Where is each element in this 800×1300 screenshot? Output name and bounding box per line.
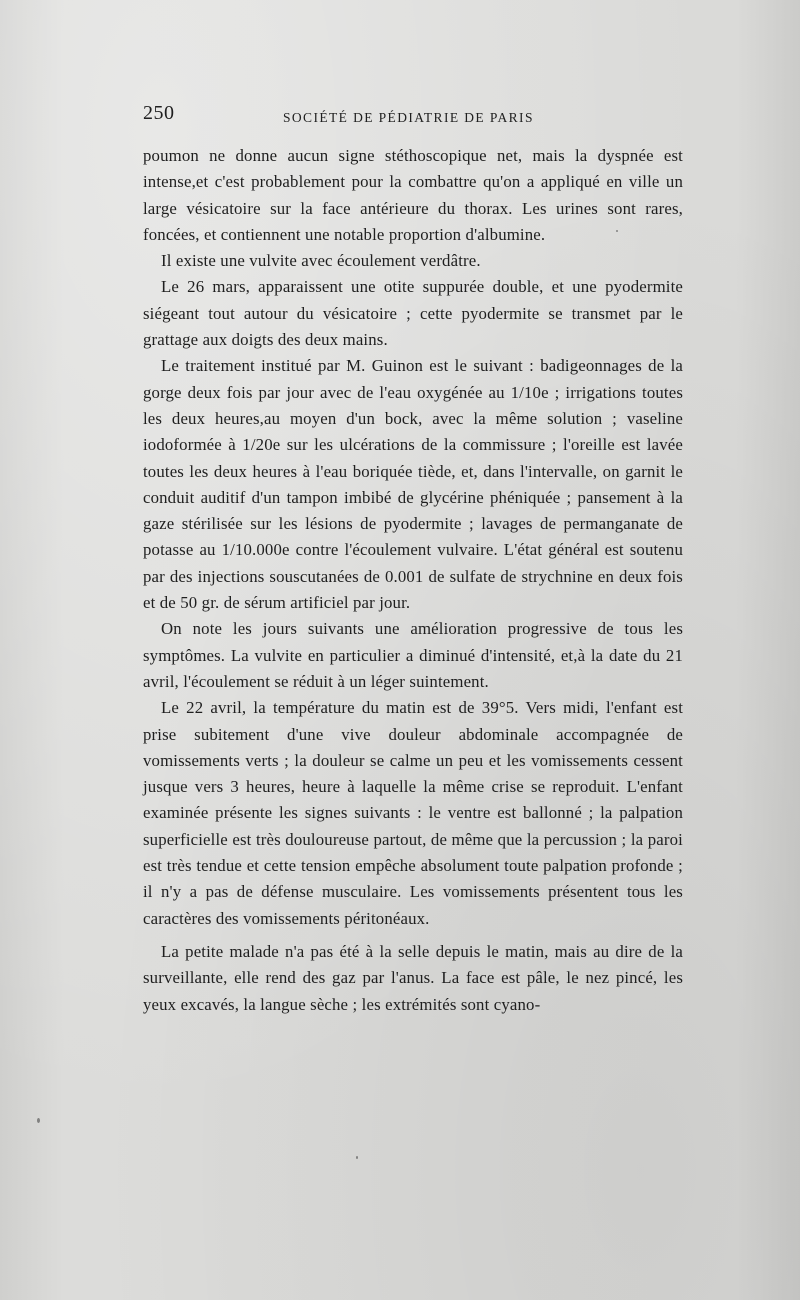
paper-speck xyxy=(616,230,618,232)
paragraph-petite-malade: La petite malade n'a pas été à la selle depuis le matin, mais au dire de la surveillante, elle rend des gaz par l'anus. La face est pâle, le nez pincé, les yeux excavés, la langue sèche ; les extrémités sont cyano- xyxy=(143,941,683,1014)
paragraph-amelioration: On note les jours suivants une amélioration progressive de tous les symptômes. La vulvite en particulier a diminué d'intensité, et,à la date du 21 avril, l'écoulement se réduit à un léger suintement. xyxy=(143,619,683,691)
paper-speck xyxy=(356,1156,358,1159)
paragraph-continuation: poumon ne donne aucun signe stéthoscopique net, mais la dyspnée est intense,et c'est probablement pour la combattre qu'on a appliqué en ville un large vésicatoire sur la face antérieure du thorax. Les urines sont rares, foncées, et contiennent une notable proportion d'albumine. xyxy=(143,146,683,244)
body-text xyxy=(143,143,683,1018)
paragraph-vulvite: Il existe une vulvite avec écoulement verdâtre. xyxy=(161,251,481,271)
paper-speck xyxy=(37,1118,40,1123)
page-number: 250 xyxy=(143,102,175,124)
paragraph-22-avril: Le 22 avril, la température du matin est de 39°5. Vers midi, l'enfant est prise subitement d'une vive douleur abdominale accompagnée de vomissements verts ; la douleur se calme un peu et les vomissements cessent jusque vers 3 heures, heure à laquelle la même crise se reproduit. L'enfant examinée présente les signes suivants : le ventre est ballonné ; la palpation superficielle est très douloureuse partout, de même que la percussion ; la paroi est très tendue et cette tension empêche absolument toute palpation profonde ; il n'y a pas de défense musculaire. Les vomissements présentent tous les caractères des vomissements péritonéaux. xyxy=(143,698,683,928)
running-title: SOCIÉTÉ DE PÉDIATRIE DE PARIS xyxy=(283,110,534,125)
running-head xyxy=(143,100,683,130)
paragraph-26-mars: Le 26 mars, apparaissent une otite suppurée double, et une pyodermite siégeant tout autour du vésicatoire ; cette pyodermite se transmet par le grattage aux doigts des deux mains. xyxy=(143,277,683,350)
paragraph-traitement: Le traitement institué par M. Guinon est le suivant : badigeonnages de la gorge deux fois par jour avec de l'eau oxygénée au 1/10e ; irrigations toutes les deux heures,au moyen d'un bock, avec la même solution ; vaseline iodoformée à 1/20e sur les ulcérations de la commissure ; l'oreille est lavée toutes les deux heures à l'eau boriquée tiède, et, dans l'intervalle, on garnit le conduit auditif d'un tampon imbibé de glycérine phéniquée ; pansement à la gaze stérilisée sur les lésions de pyodermite ; lavages de permanganate de potasse au 1/10.000e contre l'écoulement vulvaire. L'état général est soutenu par des injections souscutanées de 0.001 de sulfate de strychnine en deux fois et de 50 gr. de sérum artificiel par jour. xyxy=(143,356,683,613)
